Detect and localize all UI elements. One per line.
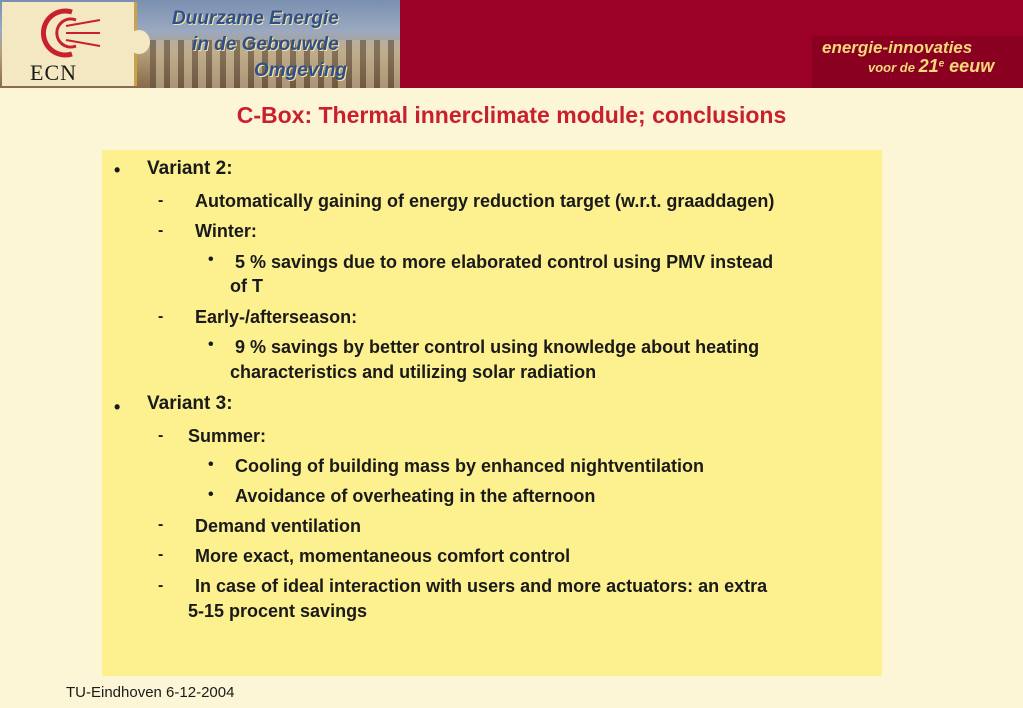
variant-2-item-b: Winter:: [195, 221, 257, 241]
tagline-post: eeuw: [944, 56, 995, 76]
variant-3-item-d-line2: 5-15 procent savings: [188, 601, 368, 621]
bullet-marker: •: [114, 160, 121, 180]
dash-marker: -: [158, 427, 164, 444]
banner-line-3: Omgeving: [254, 60, 347, 81]
variant-3-item-d-line1: In case of ideal interaction with users and more actuators: an extra: [195, 576, 768, 596]
banner-line-1: Duurzame Energie: [172, 8, 339, 29]
variant-3-heading: Variant 3:: [147, 393, 233, 414]
variant-2-item-a: Automatically gaining of energy reduction target (w.r.t. graaddagen): [195, 191, 775, 211]
sub-bullet-marker: •: [208, 336, 214, 353]
variant-3-item-a2: Avoidance of overheating in the afternoon: [235, 486, 596, 506]
dash-marker: -: [158, 222, 164, 239]
dash-marker: -: [158, 516, 164, 533]
variant-2-item-b1-line2: of T: [230, 276, 263, 296]
content-box: [102, 150, 882, 676]
ecn-logo: [2, 2, 137, 86]
tagline-sub: [868, 56, 994, 77]
dash-marker: -: [158, 308, 164, 325]
variant-3-item-b: Demand ventilation: [195, 516, 362, 536]
bullet-marker: •: [114, 397, 121, 417]
variant-3-item-a: Summer:: [188, 426, 267, 446]
sub-bullet-marker: •: [208, 456, 214, 473]
variant-3-item-a1: Cooling of building mass by enhanced nightventilation: [235, 456, 705, 476]
footer-text: TU-Eindhoven 6-12-2004: [66, 684, 235, 701]
variant-2-item-c: Early-/afterseason:: [195, 307, 358, 327]
tagline-pre: voor de: [868, 60, 919, 75]
variant-2-item-c1-line1: 9 % savings by better control using knowledge about heating: [235, 337, 760, 357]
dash-marker: -: [158, 577, 164, 594]
variant-2-item-c1-line2: characteristics and utilizing solar radiation: [230, 362, 597, 382]
ecn-logo-text: ECN: [30, 60, 77, 85]
dash-marker: -: [158, 546, 164, 563]
variant-2-heading: Variant 2:: [147, 158, 233, 179]
tagline-main: energie-innovaties: [822, 38, 973, 57]
tagline-sup: e: [938, 58, 945, 70]
header-band: [0, 0, 1023, 88]
ecn-logo-icon: [32, 8, 102, 58]
sub-bullet-marker: •: [208, 251, 214, 268]
tagline-num: 21: [918, 56, 939, 76]
sub-bullet-marker: •: [208, 486, 214, 503]
banner-line-2: in de Gebouwde: [192, 34, 339, 55]
variant-3-item-c: More exact, momentaneous comfort control: [195, 546, 571, 566]
slide-title: C-Box: Thermal innerclimate module; conclusions: [236, 102, 787, 128]
variant-2-item-b1-line1: 5 % savings due to more elaborated control using PMV instead: [235, 252, 774, 272]
dash-marker: -: [158, 192, 164, 209]
puzzle-tab-shape: [128, 30, 150, 54]
